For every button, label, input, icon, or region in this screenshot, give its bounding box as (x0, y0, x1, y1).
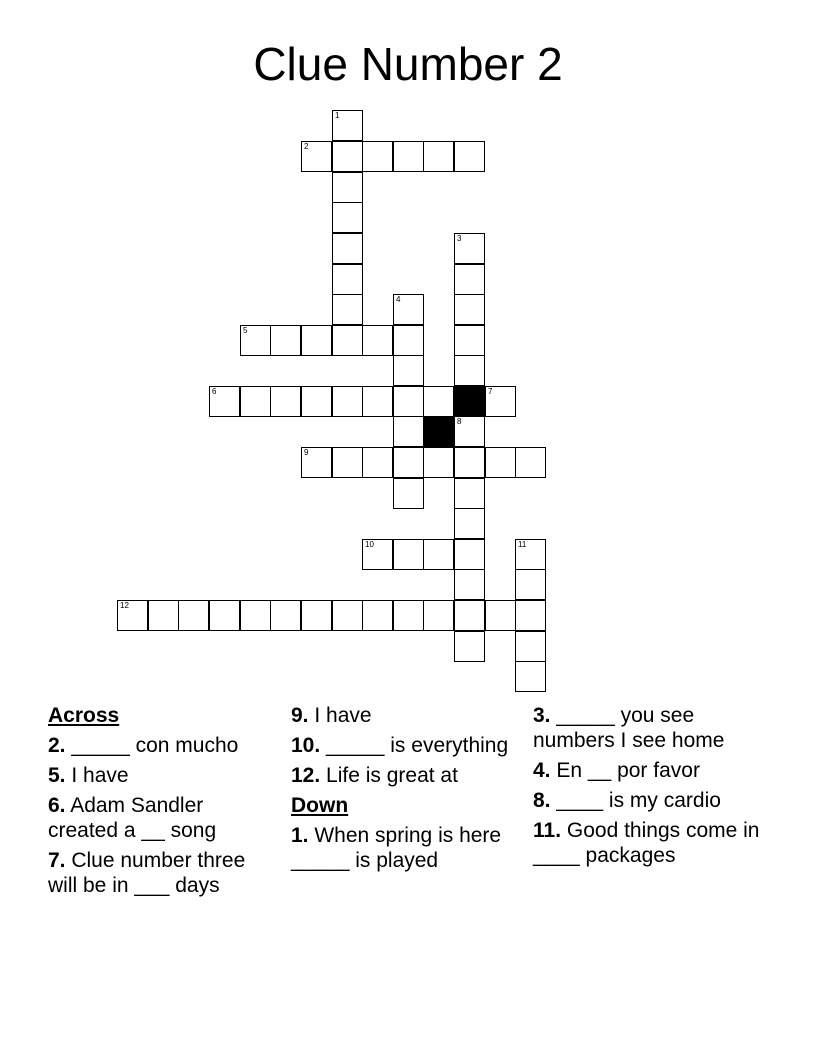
grid-cell[interactable] (332, 294, 363, 325)
grid-cell[interactable] (209, 386, 240, 417)
cell-number: 4 (396, 295, 401, 304)
grid-cell[interactable] (393, 325, 424, 356)
grid-cell[interactable] (485, 447, 516, 478)
grid-cell[interactable] (332, 172, 363, 203)
grid-cell[interactable] (454, 569, 485, 600)
grid-cell[interactable] (301, 386, 332, 417)
grid-cell[interactable] (301, 141, 332, 172)
clue-item (533, 703, 773, 753)
grid-cell[interactable] (332, 600, 363, 631)
grid-cell[interactable] (423, 539, 454, 570)
clue-text: ____ is my cardio (550, 789, 721, 812)
clue-item (48, 848, 273, 898)
grid-cell[interactable] (270, 600, 301, 631)
grid-cell[interactable] (423, 600, 454, 631)
grid-cell[interactable] (393, 600, 424, 631)
cell-number: 5 (243, 326, 248, 335)
grid-cell[interactable] (301, 600, 332, 631)
clue-column-3 (533, 703, 773, 873)
grid-cell[interactable] (515, 661, 546, 692)
clue-number: 10. (291, 734, 321, 757)
clue-text: Adam Sandler created a __ song (48, 794, 217, 842)
puzzle-title: Clue Number 2 (253, 38, 563, 90)
grid-cell[interactable] (454, 631, 485, 662)
grid-cell[interactable] (515, 569, 546, 600)
clue-number: 3. (533, 704, 551, 727)
grid-cell[interactable] (332, 141, 363, 172)
down-heading: Down (291, 794, 349, 817)
clue-item (48, 793, 273, 843)
cell-number: 9 (304, 448, 309, 457)
grid-cell[interactable] (515, 631, 546, 662)
grid-cell[interactable] (515, 539, 546, 570)
grid-cell[interactable] (332, 110, 363, 141)
clue-text: _____ you see numbers I see home (533, 704, 725, 752)
clue-item (533, 818, 773, 868)
grid-cell[interactable] (240, 386, 271, 417)
grid-cell[interactable] (515, 600, 546, 631)
grid-cell[interactable] (454, 355, 485, 386)
clue-text: When spring is here _____ is played (291, 824, 502, 872)
grid-cell[interactable] (393, 294, 424, 325)
clue-text: Good things come in ____ packages (533, 819, 760, 867)
clue-number: 12. (291, 764, 321, 787)
grid-cell[interactable] (362, 539, 393, 570)
clue-number: 1. (291, 824, 309, 847)
grid-cell[interactable] (393, 539, 424, 570)
clue-number: 6. (48, 794, 66, 817)
grid-cell[interactable] (454, 478, 485, 509)
grid-cell[interactable] (270, 325, 301, 356)
grid-cell[interactable] (454, 600, 485, 631)
cell-number: 6 (212, 387, 217, 396)
clue-number: 2. (48, 734, 66, 757)
cell-number: 8 (457, 417, 462, 426)
clue-item (48, 733, 273, 758)
cell-number: 10 (365, 540, 374, 549)
clue-number: 7. (48, 849, 66, 872)
clue-item (48, 763, 273, 788)
grid-cell[interactable] (454, 294, 485, 325)
grid-cell[interactable] (332, 233, 363, 264)
grid-cell[interactable] (270, 386, 301, 417)
grid-cell[interactable] (454, 539, 485, 570)
clue-text: _____ con mucho (65, 734, 239, 757)
cell-number: 2 (304, 142, 309, 151)
grid-cell[interactable] (515, 447, 546, 478)
grid-cell[interactable] (454, 447, 485, 478)
cell-number: 11 (518, 540, 527, 549)
grid-cell[interactable] (393, 141, 424, 172)
grid-cell[interactable] (332, 447, 363, 478)
grid-cell[interactable] (362, 386, 393, 417)
grid-cell[interactable] (117, 600, 148, 631)
grid-cell[interactable] (423, 447, 454, 478)
clue-text: Life is great at (320, 764, 458, 787)
clue-number: 9. (291, 704, 309, 727)
clue-item (291, 763, 516, 788)
grid-cell[interactable] (362, 141, 393, 172)
clue-item (291, 823, 516, 873)
clue-text: _____ is everything (320, 734, 509, 757)
grid-cell[interactable] (178, 600, 209, 631)
grid-cell[interactable] (393, 478, 424, 509)
across-heading: Across (48, 704, 120, 727)
grid-cell[interactable] (301, 447, 332, 478)
clue-item (291, 733, 516, 758)
clue-item (533, 788, 773, 813)
grid-cell[interactable] (454, 416, 485, 447)
grid-cell[interactable] (148, 600, 179, 631)
grid-cell[interactable] (485, 386, 516, 417)
grid-cell[interactable] (454, 264, 485, 295)
cell-number: 7 (488, 387, 493, 396)
black-square (454, 386, 485, 417)
grid-cell[interactable] (393, 447, 424, 478)
clue-item (533, 758, 773, 783)
cell-number: 1 (335, 111, 340, 120)
clue-text: Clue number three will be in ___ days (48, 849, 246, 897)
grid-cell[interactable] (240, 325, 271, 356)
grid-cell[interactable] (454, 508, 485, 539)
grid-cell[interactable] (454, 233, 485, 264)
grid-cell[interactable] (240, 600, 271, 631)
black-square (423, 416, 454, 447)
grid-cell[interactable] (332, 386, 363, 417)
grid-cell[interactable] (393, 355, 424, 386)
cell-number: 12 (120, 601, 129, 610)
grid-cell[interactable] (454, 325, 485, 356)
grid-cell[interactable] (332, 325, 363, 356)
clue-text: I have (65, 764, 129, 787)
grid-cell[interactable] (301, 325, 332, 356)
clue-column-1 (48, 703, 273, 903)
clue-text: En __ por favor (550, 759, 700, 782)
grid-cell[interactable] (423, 386, 454, 417)
grid-cell[interactable] (209, 600, 240, 631)
grid-cell[interactable] (332, 264, 363, 295)
grid-cell[interactable] (454, 141, 485, 172)
clue-number: 5. (48, 764, 66, 787)
clue-text: I have (308, 704, 372, 727)
clue-item (291, 703, 516, 728)
grid-cell[interactable] (485, 600, 516, 631)
clue-number: 4. (533, 759, 551, 782)
grid-cell[interactable] (332, 202, 363, 233)
grid-cell[interactable] (393, 416, 424, 447)
grid-cell[interactable] (393, 386, 424, 417)
clue-number: 8. (533, 789, 551, 812)
grid-cell[interactable] (362, 600, 393, 631)
cell-number: 3 (457, 234, 462, 243)
clue-number: 11. (533, 819, 562, 842)
grid-cell[interactable] (423, 141, 454, 172)
clue-column-2 (291, 703, 516, 878)
grid-cell[interactable] (362, 325, 393, 356)
grid-cell[interactable] (362, 447, 393, 478)
